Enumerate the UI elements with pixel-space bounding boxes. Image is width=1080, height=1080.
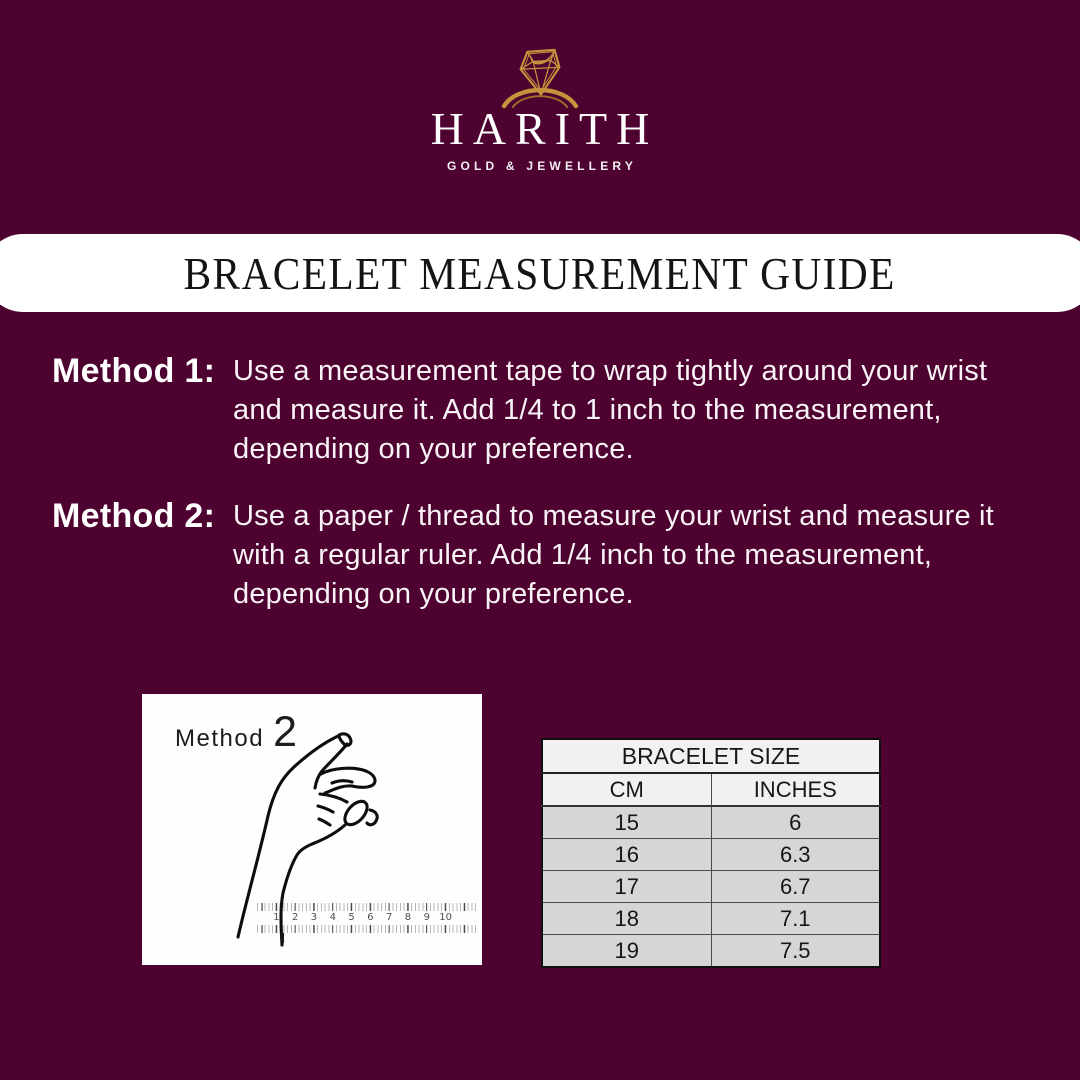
- table-row: [542, 806, 880, 839]
- ruler-number: 8: [404, 912, 412, 923]
- bracelet-size-table: [541, 738, 881, 968]
- method-1-line: and measure it. Add 1/4 to 1 inch to the measurement,: [233, 394, 942, 426]
- hand-drawing: [142, 694, 482, 965]
- inches-value: 6.3: [711, 839, 880, 871]
- page-title: BRACELET MEASUREMENT GUIDE: [183, 247, 897, 299]
- brand-name: HARITH: [430, 103, 659, 154]
- brand-tagline: GOLD & JEWELLERY: [446, 159, 638, 173]
- inches-value: 7.5: [711, 935, 880, 968]
- table-title: BRACELET SIZE: [542, 739, 880, 773]
- ruler-number: 3: [310, 912, 318, 923]
- inches-value: 6: [711, 806, 880, 839]
- method-1-text: [233, 352, 987, 469]
- ruler-number: 7: [385, 912, 393, 923]
- method-1-label: Method 1:: [52, 352, 216, 390]
- ruler-number: 2: [292, 912, 299, 923]
- method-1-section: [52, 352, 1050, 469]
- cm-value: 19: [542, 935, 711, 968]
- table-row: [542, 903, 880, 935]
- table-row: [542, 871, 880, 903]
- inches-value: 6.7: [711, 871, 880, 903]
- ruler-number: 9: [423, 912, 430, 923]
- method-1-line: Use a measurement tape to wrap tightly around your wrist: [233, 355, 988, 387]
- ruler-number: 10: [439, 912, 452, 923]
- illustration-title-number: 2: [273, 708, 297, 756]
- table-row: [542, 935, 880, 968]
- inches-value: 7.1: [711, 903, 880, 935]
- method-2-section: [52, 497, 1050, 614]
- title-banner: [0, 234, 1080, 312]
- method-2-label: Method 2:: [52, 497, 216, 535]
- cm-value: 18: [542, 903, 711, 935]
- table-row: [542, 839, 880, 871]
- cm-value: 17: [542, 871, 711, 903]
- cm-value: 16: [542, 839, 711, 871]
- ruler-number: 5: [348, 912, 355, 923]
- ruler-number: 1: [273, 912, 280, 923]
- diamond-ring-icon: [500, 44, 580, 110]
- method-2-line: depending on your preference.: [233, 578, 634, 610]
- column-header-inches: INCHES: [711, 773, 880, 806]
- method-2-line: Use a paper / thread to measure your wrist and measure it: [233, 500, 994, 532]
- illustration-title-word: Method: [175, 725, 265, 752]
- method-2-text: [233, 497, 994, 614]
- method2-illustration-card: [142, 694, 482, 965]
- method-1-line: depending on your preference.: [233, 433, 634, 465]
- brand-logo: [0, 44, 1080, 173]
- cm-value: 15: [542, 806, 711, 839]
- column-header-cm: CM: [542, 773, 711, 806]
- method-2-line: with a regular ruler. Add 1/4 inch to the measurement,: [233, 539, 933, 571]
- ruler-number: 6: [367, 912, 374, 923]
- wrist-mark: [281, 933, 284, 943]
- ruler-number: 4: [329, 912, 336, 923]
